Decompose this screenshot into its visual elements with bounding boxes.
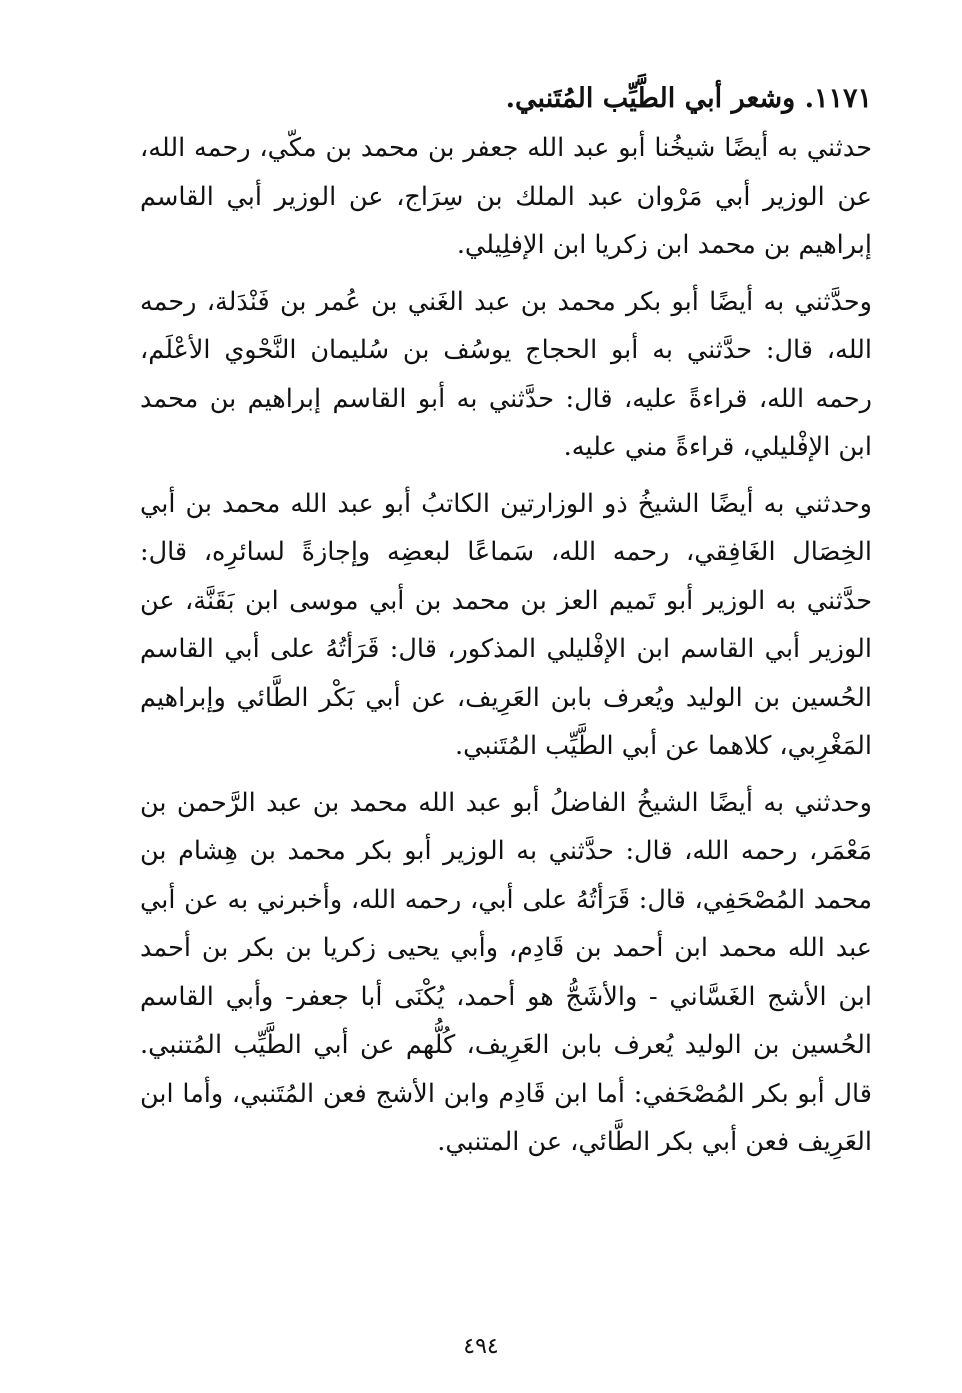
body-text	[140, 74, 872, 1167]
entry-number: ١١٧١.	[804, 83, 872, 114]
entry-title: وشعر أبي الطَّيِّب المُتَنبي.	[505, 83, 796, 114]
page-number: ٤٩٤	[463, 1334, 499, 1359]
paragraph-4: وحدثني به أيضًا الشيخُ الفاضلُ أبو عبد الله محمد بن عبد الرَّحمن بن مَعْمَر، رحمه الله، قال: حدَّثني به الوزير أبو بكر محمد بن هِشام بن محمد المُصْحَفِي، قال: قَرَأتُهُ على أبي، رحمه الله، وأخبرني به عن أبي عبد الله محمد ابن أحمد بن قَادِم، وأبي يحيى زكريا بن بكر بن أحمد ابن الأشج الغَسَّاني - والأشَجُّ هو أحمد، يُكْنَى أبا جعفر- وأبي القاسم الحُسين بن الوليد يُعرف بابن العَرِيف، كُلُّهم عن أبي الطَّيِّب المُتنبي. قال أبو بكر المُصْحَفي: أما ابن قَادِم وابن الأشج فعن المُتَنبي، وأما ابن العَرِيف فعن أبي بكر الطَّائي، عن المتنبي.	[140, 787, 872, 1157]
paragraph-3: وحدثني به أيضًا الشيخُ ذو الوزارتين الكاتبُ أبو عبد الله محمد بن أبي الخِصَال الغَافِقي، رحمه الله، سَماعًا لبعضِه وإجازةً لسائرِه، قال: حدَّثني به الوزير أبو تَميم العز بن محمد بن أبي موسى ابن بَقَنَّة، عن الوزير أبي القاسم ابن الإفْليلي المذكور، قال: قَرَأتُهُ على أبي القاسم الحُسين بن الوليد ويُعرف بابن العَرِيف، عن أبي بَكْر الطَّائي وإبراهيم المَغْرِبي، كلاهما عن أبي الطَّيِّب المُتَنبي.	[140, 488, 872, 761]
paragraph-2: وحدَّثني به أيضًا أبو بكر محمد بن عبد الغَني بن عُمر بن فَنْدَلة، رحمه الله، قال: حدَّثني به أبو الحجاج يوسُف بن سُليمان النَّحْوي الأعْلَم، رحمه الله، قراءةً عليه، قال: حدَّثني به أبو القاسم إبراهيم بن محمد ابن الإفْليلي، قراءةً مني عليه.	[140, 286, 872, 462]
paragraph-1: حدثني به أيضًا شيخُنا أبو عبد الله جعفر بن محمد بن مكّي، رحمه الله، عن الوزير أبي مَرْوان عبد الملك بن سِرَاج، عن الوزير أبي القاسم إبراهيم بن محمد ابن زكريا ابن الإفلِيلي.	[140, 133, 872, 260]
entry-heading	[140, 74, 872, 124]
